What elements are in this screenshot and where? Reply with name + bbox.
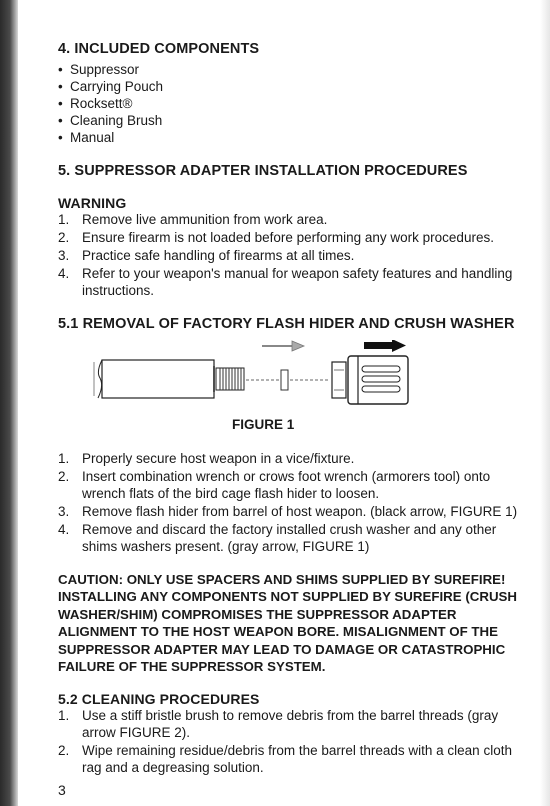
list-item: 1. Remove live ammunition from work area.: [58, 212, 328, 227]
page-binding-shadow: [0, 0, 18, 806]
list-item: • Carrying Pouch: [58, 79, 164, 94]
page-edge-shadow: [540, 0, 550, 806]
section-5-heading: 5. SUPPRESSOR ADAPTER INSTALLATION PROCEDURES: [58, 163, 468, 179]
black-arrow-icon: [364, 340, 406, 352]
caution-notice: CAUTION: ONLY USE SPACERS AND SHIMS SUPPLIED BY SUREFIRE! INSTALLING ANY COMPONENTS NOT SUPPLIED BY SUREFIRE (CRUSH WASHER/SHIM) COMPROMISES THE SUPPRESSOR ADAPTER ALIGNMENT TO THE HOST WEAPON BORE. MISALIGNMENT OF THE SUPPRESSOR ADAPTER MAY LEAD TO DAMAGE OR CATASTROPHIC FAILURE OF THE SUPPRESSOR SYSTEM.: [58, 572, 518, 675]
warning-list: [58, 211, 520, 299]
section-5-1-heading: 5.1 REMOVAL OF FACTORY FLASH HIDER AND CRUSH WASHER: [58, 316, 515, 332]
page-number: 3: [58, 782, 66, 799]
figure-label: FIGURE 1: [232, 417, 295, 432]
list-item: • Manual: [58, 130, 115, 145]
list-item: 2. Ensure firearm is not loaded before performing any work procedures.: [58, 230, 494, 245]
removal-steps-list: [58, 450, 520, 555]
section-4-heading: 4. INCLUDED COMPONENTS: [58, 41, 260, 57]
list-item: 4. Remove and discard the factory installed crush washer and any other shims washers present. (gray arrow, FIGURE 1): [58, 522, 497, 554]
bullet-icon: •: [58, 62, 63, 77]
gray-arrow-icon: [262, 341, 304, 351]
list-item: • Rocksett®: [58, 96, 133, 111]
list-item: 2. Wipe remaining residue/debris from the barrel threads with a clean cloth rag and a degreasing solution.: [58, 743, 512, 776]
components-list: [58, 61, 520, 146]
warning-heading: WARNING: [58, 195, 127, 211]
list-item: 3. Practice safe handling of firearms at all times.: [58, 248, 355, 263]
cleaning-steps-list: [58, 707, 520, 776]
bullet-icon: •: [58, 130, 63, 145]
list-item: 4. Refer to your weapon's manual for weapon safety features and handling instructions.: [58, 266, 513, 298]
list-item: 1. Use a stiff bristle brush to remove debris from the barrel threads (gray arrow FIGURE 2).: [58, 708, 499, 741]
figure-1: [58, 340, 520, 450]
list-item: 3. Remove flash hider from barrel of host weapon. (black arrow, FIGURE 1): [58, 504, 518, 519]
flash-hider-diagram: [58, 340, 520, 416]
list-item: 1. Properly secure host weapon in a vice/fixture.: [58, 451, 355, 466]
bullet-icon: •: [58, 96, 63, 111]
bullet-icon: •: [58, 113, 63, 128]
section-5-2-heading: 5.2 CLEANING PROCEDURES: [58, 691, 260, 708]
bullet-icon: •: [58, 79, 63, 94]
list-item: • Cleaning Brush: [58, 113, 163, 128]
list-item: 2. Insert combination wrench or crows foot wrench (armorers tool) onto wrench flats of the bird cage flash hider to loosen.: [58, 469, 491, 501]
barrel-illustration: [94, 360, 244, 398]
crush-washer: [281, 370, 288, 390]
flash-hider-illustration: [332, 356, 408, 404]
manual-page: [58, 38, 520, 798]
list-item: • Suppressor: [58, 62, 140, 77]
